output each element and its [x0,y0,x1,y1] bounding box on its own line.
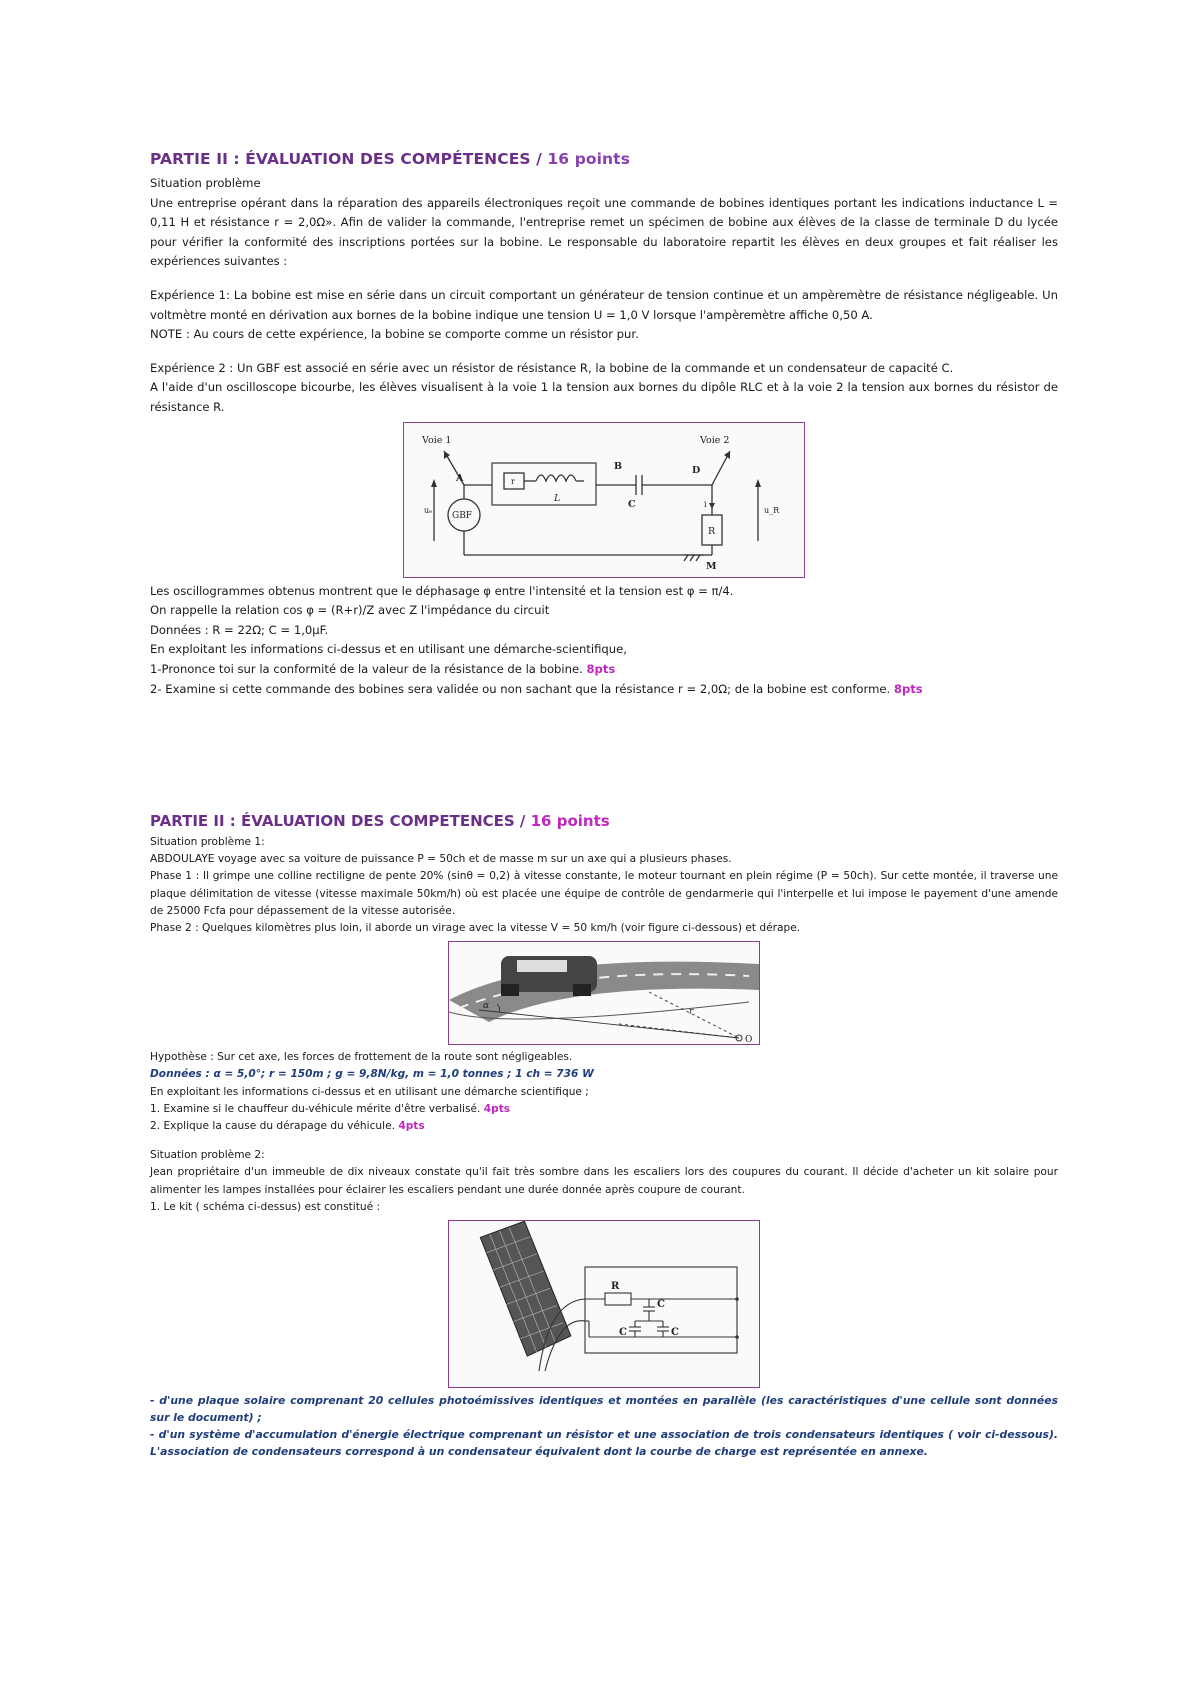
part2-sit2-text: Jean propriétaire d'un immeuble de dix niveaux constate qu'il fait très sombre dans les escaliers lors des coupures du courant. Il décide d'acheter un kit solaire pour alimenter les lampes installées pour éclairer les escaliers pendant une durée donnée après coupure de courant. [150,1166,1058,1196]
solar-c2-label: C [619,1327,627,1339]
part1-q1: 1-Prononce toi sur la conformité de la valeur de la résistance de la bobine. 8pts [150,661,616,676]
part1-line3: Données : R = 22Ω; C = 1,0µF. [150,622,329,637]
inductor-l-label: L [554,492,561,504]
part2-q2: 2. Explique la cause du dérapage du véhicule. 4pts [150,1120,425,1133]
solar-r-label: R [611,1281,620,1293]
part2-donnees: Données : α = 5,0°; r = 150m ; g = 9,8N/kg, m = 1,0 tonnes ; 1 ch = 736 W [150,1068,594,1081]
part2-phase2: Phase 2 : Quelques kilomètres plus loin, il aborde un virage avec la vitesse V = 50 km/h (voir figure ci-dessous) et dérape. [150,922,801,935]
resistor-R-label: R [708,525,716,537]
ue-label: uₑ [424,505,433,515]
part1-exp2-a: Expérience 2 : Un GBF est associé en série avec un résistor de résistance R, la bobine de la commande et un condensateur de capacité C. [150,360,954,375]
part1-exp1: Expérience 1: La bobine est mise en série dans un circuit comportant un générateur de tension continue et un ampèremètre de résistance négligeable. Un voltmètre monté en dérivation aux bornes de la bobine indique une tension U = 1,0 V lorsque l'ampèremètre affiche 0,50 A. [150,287,1058,322]
center-o-label: O [745,1035,753,1046]
part1-line4: En exploitant les informations ci-dessus et en utilisant une démarche-scientifique, [150,642,627,657]
voie2-label: Voie 2 [700,434,730,446]
part1-section [150,150,1058,699]
part2-sit2: Situation problème 2: [150,1149,265,1162]
part1-intro: Une entreprise opérant dans la réparation des appareils électroniques reçoit une commande de bobines identiques portant les indications inductance L = 0,11 H et résistance r = 2,0Ω». Afin de valider la commande, l'entreprise remet un spécimen de bobine aux élèves de la classe de terminale D du lycée pour vérifier la conformité des inscriptions portées sur la bobine. Le responsable du laboratoire repartit les élèves en deux groupes et fait réaliser les expériences suivantes : [150,195,1058,269]
node-d-label: D [692,464,701,476]
current-i-label: i [704,499,707,509]
node-b-label: B [614,460,623,472]
part2-sit1: Situation problème 1: [150,836,265,848]
node-m-label: M [706,560,717,572]
part2-kit: 1. Le kit ( schéma ci-dessus) est constitué : [150,1200,381,1213]
part2-bullet2: - d'un système d'accumulation d'énergie électrique comprenant un résistor et une association de trois condensateurs identiques ( voir ci-dessous). L'association de condensateurs correspond à un condensateur équivalent dont la courbe de charge est représentée en annexe. [150,1428,1058,1459]
part2-hyp: Hypothèse : Sur cet axe, les forces de frottement de la route sont négligeables. [150,1051,573,1064]
part2-section [150,812,1058,1460]
road-curve-figure [448,941,760,1045]
part1-line2: On rappelle la relation cos φ = (R+r)/Z avec Z l'impédance du circuit [150,603,550,618]
part2-title: PARTIE II : ÉVALUATION DES COMPETENCES / 16 points [150,812,610,830]
solar-c1-label: C [657,1299,665,1311]
part1-line1: Les oscillogrammes obtenus montrent que le déphasage φ entre l'intensité et la tension est φ = π/4. [150,583,734,598]
part2-q1: 1. Examine si le chauffeur du-véhicule mérite d'être verbalisé. 4pts [150,1102,511,1115]
rlc-circuit-diagram [403,422,805,578]
part2-explo: En exploitant les informations ci-dessus et en utilisant une démarche scientifique ; [150,1085,589,1098]
gbf-label: GBF [452,510,473,521]
part1-situation: Situation problème [150,176,261,190]
capacitor-label: C [628,498,636,510]
voie1-label: Voie 1 [422,434,452,446]
part2-bullet1: - d'une plaque solaire comprenant 20 cellules photoémissives identiques et montées en parallèle (les caractéristiques d'une cellule sont données sur le document) ; [150,1394,1058,1425]
part2-phase1: Phase 1 : Il grimpe une colline rectiligne de pente 20% (sinθ = 0,2) à vitesse constante, le moteur tournant en plein régime (P = 50ch). Sur cette montée, il traverse une plaque délimitation de vitesse (vitesse maximale 50km/h) où est placée une équipe de contrôle de gendarmerie qui l'interpelle et lui impose le payement d'une amende de 25000 Fcfa pour dépassement de la vitesse autorisée. [150,870,1058,917]
solar-kit-figure [448,1220,760,1388]
resistor-r-label: r [511,476,515,486]
radius-r-label: r [689,1007,694,1018]
node-a-label: A [456,472,464,484]
solar-c3-label: C [671,1327,679,1339]
part1-note: NOTE : Au cours de cette expérience, la bobine se comporte comme un résistor pur. [150,327,639,342]
alpha-label: α [483,1001,490,1012]
part2-intro: ABDOULAYE voyage avec sa voiture de puissance P = 50ch et de masse m sur un axe qui a plusieurs phases. [150,853,732,866]
ur-label: u_R [764,505,780,515]
part1-exp2-b: A l'aide d'un oscilloscope bicourbe, les élèves visualisent à la voie 1 la tension aux bornes du dipôle RLC et à la voie 2 la tension aux bornes du résistor de résistance R. [150,380,1058,414]
part1-title: PARTIE II : ÉVALUATION DES COMPÉTENCES / 16 points [150,150,631,168]
part1-q2: 2- Examine si cette commande des bobines sera validée ou non sachant que la résistance r = 2,0Ω; de la bobine est conforme. 8pts [150,681,923,696]
